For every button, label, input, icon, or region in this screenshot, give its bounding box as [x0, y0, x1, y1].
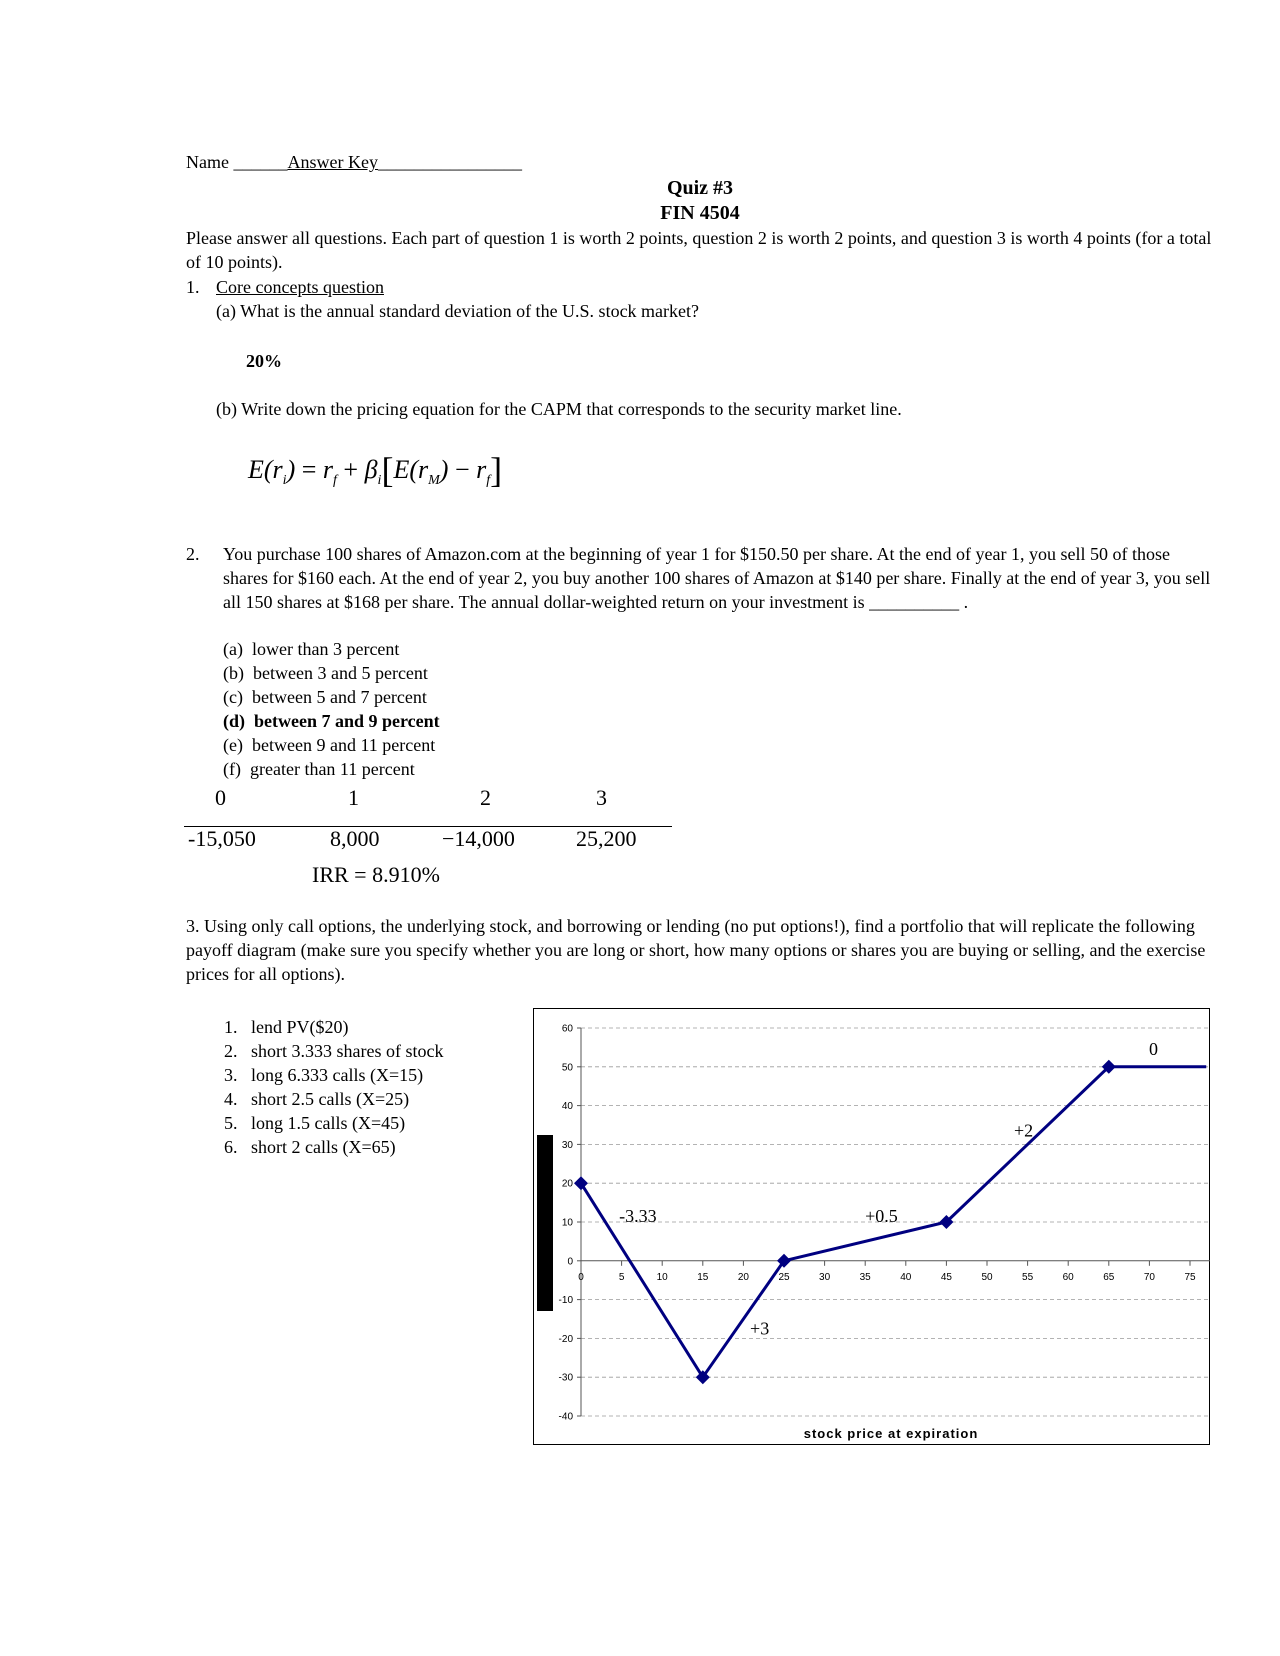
y-tick-label: 60 — [561, 1023, 573, 1035]
q3-answer-4: 4. short 2.5 calls (X=25) — [224, 1089, 410, 1109]
course-code: FIN 4504 — [660, 202, 740, 224]
slope-label: +2 — [1013, 1120, 1034, 1141]
x-tick-label: 30 — [819, 1271, 831, 1283]
cash-flow-0: -15,050 — [188, 826, 256, 851]
x-tick-label: 35 — [859, 1271, 871, 1283]
slope-label: -3.33 — [619, 1206, 657, 1226]
x-tick-label: 70 — [1143, 1271, 1155, 1283]
timeline-year-3: 3 — [596, 785, 607, 810]
data-point-marker — [574, 1176, 588, 1190]
y-tick-label: 20 — [561, 1178, 573, 1190]
x-tick-label: 0 — [578, 1271, 584, 1283]
q1-title: Core concepts question — [216, 277, 384, 297]
q3-answer-2: 2. short 3.333 shares of stock — [224, 1041, 444, 1061]
payoff-chart — [533, 1008, 1210, 1445]
y-tick-label: 0 — [567, 1256, 573, 1268]
cash-flow-1: 8,000 — [330, 826, 380, 851]
q2-number: 2. — [186, 544, 200, 564]
y-tick-label: 50 — [561, 1062, 573, 1074]
y-tick-label: 30 — [561, 1139, 573, 1151]
q2-text: You purchase 100 shares of Amazon.com at the beginning of year 1 for $150.50 per share. At the end of year 1, you sell 50 of those shares for $160 each. At the end of year 2, you buy another 100 shares of Amazon at $140 per share. Finally at the end of year 3, you sell all 150 shares at $168 per share. The annual dollar-weighted return on your investment is __________ . — [223, 544, 1211, 612]
x-tick-label: 5 — [618, 1271, 625, 1283]
x-tick-label: 40 — [900, 1271, 912, 1283]
x-tick-label: 45 — [940, 1271, 952, 1283]
cash-flow-3: 25,200 — [576, 826, 637, 851]
q2-option-d: (d) between 7 and 9 percent — [223, 711, 440, 731]
name-blank-post: ________________ — [377, 152, 522, 172]
timeline-year-1: 1 — [348, 785, 359, 810]
x-tick-label: 60 — [1062, 1271, 1074, 1283]
slope-label: 0 — [1148, 1039, 1158, 1060]
name-line — [186, 153, 522, 171]
timeline-year-2: 2 — [480, 785, 491, 810]
y-tick-label: -30 — [558, 1372, 573, 1384]
cash-flow-2: −14,000 — [442, 826, 515, 851]
q1a-question: (a) What is the annual standard deviation of the U.S. stock market? — [216, 301, 700, 321]
q2-option-a: (a) lower than 3 percent — [223, 639, 400, 659]
name-blank-pre: ______ — [233, 152, 288, 172]
instructions: Please answer all questions. Each part of question 1 is worth 2 points, question 2 is worth 2 points, and question 3 is worth 4 points (for a total of 10 points). — [186, 228, 1212, 272]
quiz-title: Quiz #3 — [666, 177, 734, 199]
x-tick-label: 75 — [1184, 1271, 1196, 1283]
timeline-year-0: 0 — [215, 785, 226, 810]
x-tick-label: 55 — [1022, 1271, 1034, 1283]
q1-number: 1. — [186, 277, 200, 297]
y-tick-label: 10 — [561, 1217, 573, 1229]
x-axis-title: stock price at expiration — [803, 1426, 979, 1441]
q3-answer-1: 1. lend PV($20) — [224, 1017, 349, 1037]
q2-option-f: (f) greater than 11 percent — [223, 759, 415, 779]
q3-text: 3. Using only call options, the underlying stock, and borrowing or lending (no put options!), find a portfolio that will replicate the following payoff diagram (make sure you specify whether you are long or short, how many options or shares you are buying or selling, and the exercise prices for all options). — [186, 916, 1206, 984]
slope-label: +0.5 — [865, 1206, 898, 1226]
x-tick-label: 10 — [656, 1271, 668, 1283]
x-tick-label: 25 — [778, 1271, 790, 1283]
x-tick-label: 15 — [697, 1271, 709, 1283]
q1b-question: (b) Write down the pricing equation for the CAPM that corresponds to the security market line. — [216, 399, 902, 419]
y-tick-label: 40 — [561, 1101, 573, 1113]
q2-option-e: (e) between 9 and 11 percent — [223, 735, 436, 755]
q3-answer-5: 5. long 1.5 calls (X=45) — [224, 1113, 406, 1133]
q3-answer-6: 6. short 2 calls (X=65) — [224, 1137, 396, 1157]
y-tick-label: -10 — [558, 1295, 573, 1307]
x-tick-label: 50 — [981, 1271, 993, 1283]
name-value: Answer Key — [287, 152, 378, 172]
y-tick-label: -40 — [558, 1411, 573, 1423]
x-tick-label: 65 — [1103, 1271, 1115, 1283]
slope-label: +3 — [750, 1318, 770, 1339]
irr-result: IRR = 8.910% — [312, 862, 440, 887]
q1a-answer: 20% — [246, 351, 282, 371]
q3-answer-3: 3. long 6.333 calls (X=15) — [224, 1065, 424, 1085]
x-tick-label: 20 — [737, 1271, 749, 1283]
capm-equation: $E(r_i) = r_f + \beta_i[E(r_M) - r_f]$ — [248, 450, 503, 490]
q2-option-b: (b) between 3 and 5 percent — [223, 663, 428, 683]
name-label: Name — [186, 152, 229, 172]
q2-option-c: (c) between 5 and 7 percent — [223, 687, 427, 707]
y-tick-label: -20 — [558, 1333, 573, 1345]
